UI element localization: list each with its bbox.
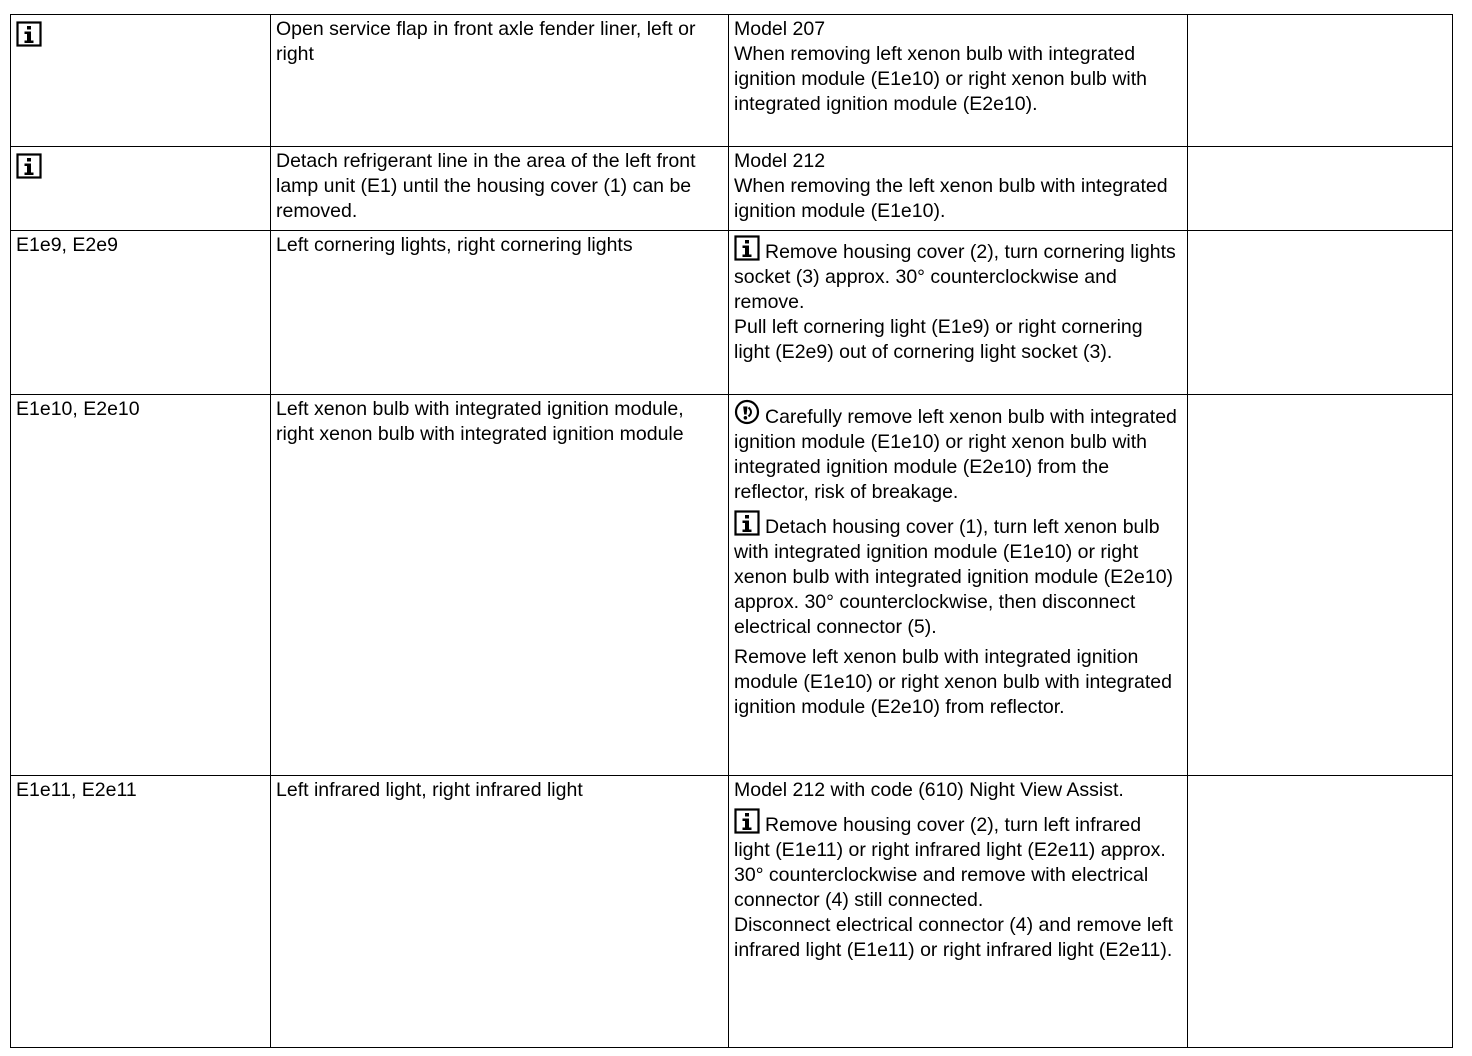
instruction-text: When removing the left xenon bulb with integrated ignition module (E1e10). [734,175,1168,222]
notes-cell [1188,395,1453,776]
caution-paragraph [734,399,1182,505]
table-row [11,776,1453,1048]
description-cell: Detach refrigerant line in the area of the left front lamp unit (E1) until the housing cover (1) can be removed. [271,147,729,231]
caution-text: Carefully remove left xenon bulb with integrated ignition module (E1e10) or right xenon bulb with integrated ignition module (E2e10) from the reflector, risk of breakage. [734,406,1177,503]
component-cell: E1e9, E2e9 [11,231,271,395]
component-cell [11,147,271,231]
table-row [11,15,1453,147]
info-text: Detach housing cover (1), turn left xenon bulb with integrated ignition module (E1e10) or right xenon bulb with integrated ignition module (E2e10) approx. 30° counterclockwise, then disconnect electrical connector (5). [734,516,1174,638]
instruction-paragraph: Disconnect electrical connector (4) and remove left infrared light (E1e11) or right infrared light (E2e11). [734,914,1173,961]
info-icon [734,808,760,834]
instruction-paragraph: Pull left cornering light (E1e9) or right cornering light (E2e9) out of cornering light socket (3). [734,316,1143,363]
notes-cell [1188,147,1453,231]
caution-icon [734,399,760,425]
instruction-paragraph: Remove left xenon bulb with integrated ignition module (E1e10) or right xenon bulb with integrated ignition module (E2e10) from reflector. [734,646,1172,718]
instruction-cell [729,147,1188,231]
info-text: Remove housing cover (2), turn cornering lights socket (3) approx. 30° counterclockwise and remove. [734,241,1176,313]
model-heading: Model 212 with code (610) Night View Assist. [734,779,1124,801]
description-cell: Left cornering lights, right cornering lights [271,231,729,395]
info-icon [16,21,42,47]
info-icon [734,235,760,261]
table-row [11,147,1453,231]
info-paragraph [734,510,1182,640]
info-text: Remove housing cover (2), turn left infrared light (E1e11) or right infrared light (E2e11) approx. 30° counterclockwise and remove with electrical connector (4) still connected. [734,814,1166,911]
component-cell [11,15,271,147]
notes-cell [1188,231,1453,395]
instruction-cell [729,231,1188,395]
component-cell: E1e10, E2e10 [11,395,271,776]
notes-cell [1188,776,1453,1048]
model-label: Model 212 [734,150,826,172]
info-icon [16,153,42,179]
info-paragraph [734,235,1182,315]
description-cell: Open service flap in front axle fender liner, left or right [271,15,729,147]
description-cell: Left infrared light, right infrared light [271,776,729,1048]
info-icon [734,510,760,536]
table-row [11,231,1453,395]
notes-cell [1188,15,1453,147]
table-row [11,395,1453,776]
info-paragraph [734,808,1182,913]
model-label: Model 207 [734,18,826,40]
description-cell: Left xenon bulb with integrated ignition module, right xenon bulb with integrated ignition module [271,395,729,776]
instruction-text: When removing left xenon bulb with integrated ignition module (E1e10) or right xenon bulb with integrated ignition module (E2e10). [734,43,1147,115]
instruction-cell [729,395,1188,776]
instruction-cell [729,776,1188,1048]
procedure-table [10,14,1453,1048]
component-cell: E1e11, E2e11 [11,776,271,1048]
instruction-cell [729,15,1188,147]
